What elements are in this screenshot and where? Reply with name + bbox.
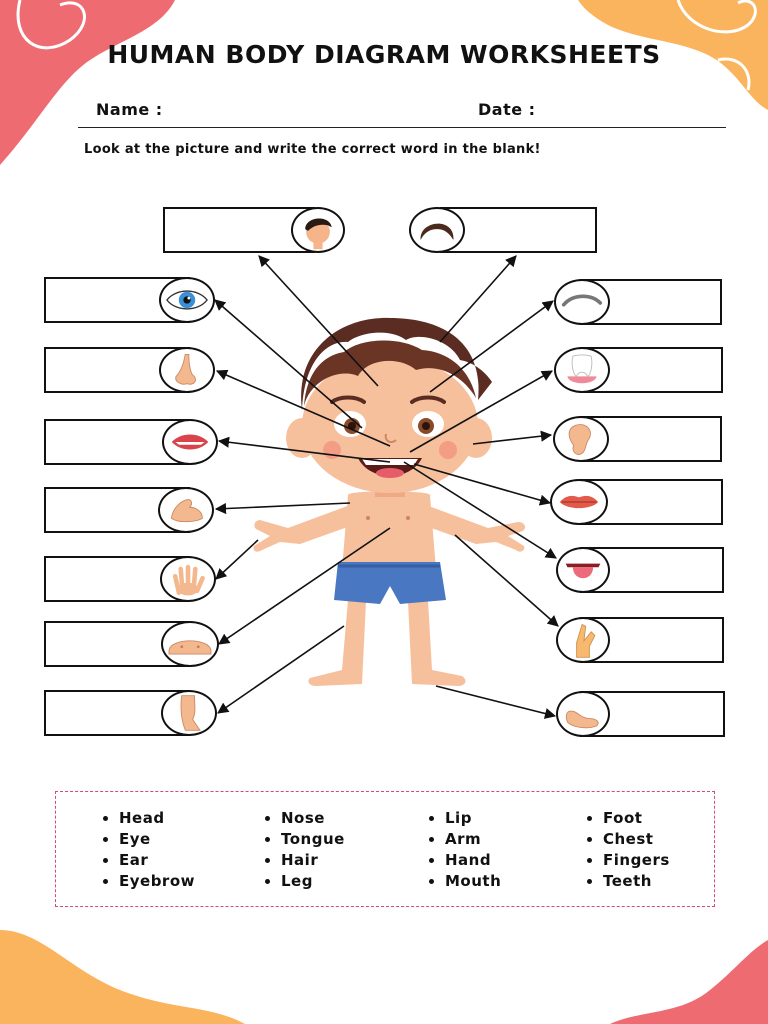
hair-icon — [409, 207, 465, 253]
chest-icon — [161, 621, 219, 667]
arm-icon — [158, 487, 214, 533]
word-bank-item: Teeth — [587, 871, 670, 892]
tongue-icon — [556, 547, 610, 593]
fingers-icon — [556, 617, 610, 663]
word-bank-item: Lip — [429, 808, 501, 829]
eyebrow-icon — [554, 279, 610, 325]
word-bank-item: Leg — [265, 871, 345, 892]
eye-icon — [159, 277, 215, 323]
bottom-right-decoration — [610, 940, 768, 1024]
instruction-text: Look at the picture and write the correct word in the blank! — [84, 142, 541, 157]
word-bank-item: Head — [103, 808, 195, 829]
word-bank-column-1 — [103, 808, 195, 892]
leg-icon — [161, 690, 217, 736]
word-bank-item: Arm — [429, 829, 501, 850]
ear-icon — [553, 416, 609, 462]
nose-icon — [159, 347, 215, 393]
word-bank-item: Mouth — [429, 871, 501, 892]
word-bank-item: Eye — [103, 829, 195, 850]
date-label: Date : — [478, 100, 536, 119]
word-bank-item: Tongue — [265, 829, 345, 850]
worksheet-title: HUMAN BODY DIAGRAM WORKSHEETS — [107, 40, 661, 69]
boy-illustration — [240, 310, 540, 700]
word-bank-item: Foot — [587, 808, 670, 829]
word-bank-item: Nose — [265, 808, 345, 829]
word-bank-column-4 — [587, 808, 670, 892]
bottom-left-decoration — [0, 920, 250, 1024]
word-bank — [55, 791, 715, 907]
word-bank-column-2 — [265, 808, 345, 892]
name-label: Name : — [96, 100, 163, 119]
hand-icon — [160, 556, 216, 602]
head-icon — [291, 207, 345, 253]
word-bank-item: Hair — [265, 850, 345, 871]
foot-icon — [556, 691, 610, 737]
word-bank-item: Ear — [103, 850, 195, 871]
word-bank-item: Eyebrow — [103, 871, 195, 892]
word-bank-item: Fingers — [587, 850, 670, 871]
word-bank-column-3 — [429, 808, 501, 892]
teeth-icon — [554, 347, 610, 393]
word-bank-item: Hand — [429, 850, 501, 871]
name-date-line — [78, 127, 726, 128]
lip-icon — [550, 479, 608, 525]
word-bank-item: Chest — [587, 829, 670, 850]
mouth-icon — [162, 419, 218, 465]
